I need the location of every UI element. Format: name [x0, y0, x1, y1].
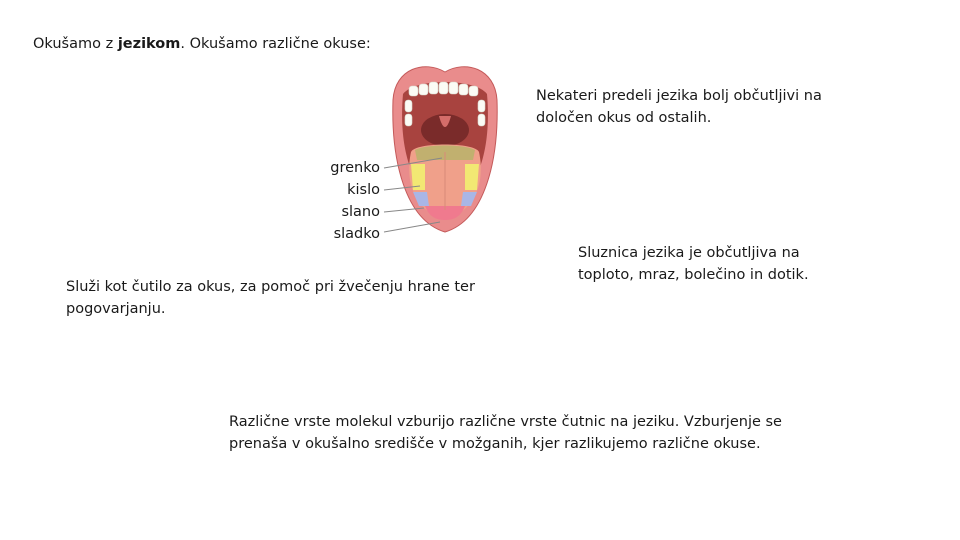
title-bold-word: jezikom	[117, 36, 181, 52]
leader-sour	[384, 186, 420, 190]
label-salty: slano	[341, 204, 380, 220]
tongue-uses-text: Služi kot čutilo za okus, za pomoč pri žvečenju hrane ter pogovarjanju.	[66, 279, 475, 317]
title-part1: Okušamo z	[33, 36, 118, 52]
page-title	[33, 33, 371, 55]
label-sweet: sladko	[333, 226, 380, 242]
leader-salty	[384, 208, 424, 212]
sour-zone-right	[465, 164, 479, 190]
mucosa-sensitivity-text: Sluznica jezika je občutljiva na toploto, mraz, bolečino in dotik.	[578, 245, 809, 283]
title-part2: . Okušamo različne okuse:	[180, 36, 371, 52]
leader-sweet	[384, 222, 440, 232]
label-sour: kislo	[347, 182, 380, 198]
label-bitter: grenko	[330, 160, 380, 176]
regions-sensitivity-text: Nekateri predeli jezika bolj občutljivi na določen okus od ostalih.	[536, 88, 822, 126]
label-leader-lines	[380, 150, 450, 240]
leader-bitter	[384, 158, 442, 168]
taste-mechanism-text: Različne vrste molekul vzburijo različne vrste čutnic na jeziku. Vzburjenje se prenaša v okušalno središče v možganih, kjer razlikujemo različne okuse.	[229, 414, 782, 452]
